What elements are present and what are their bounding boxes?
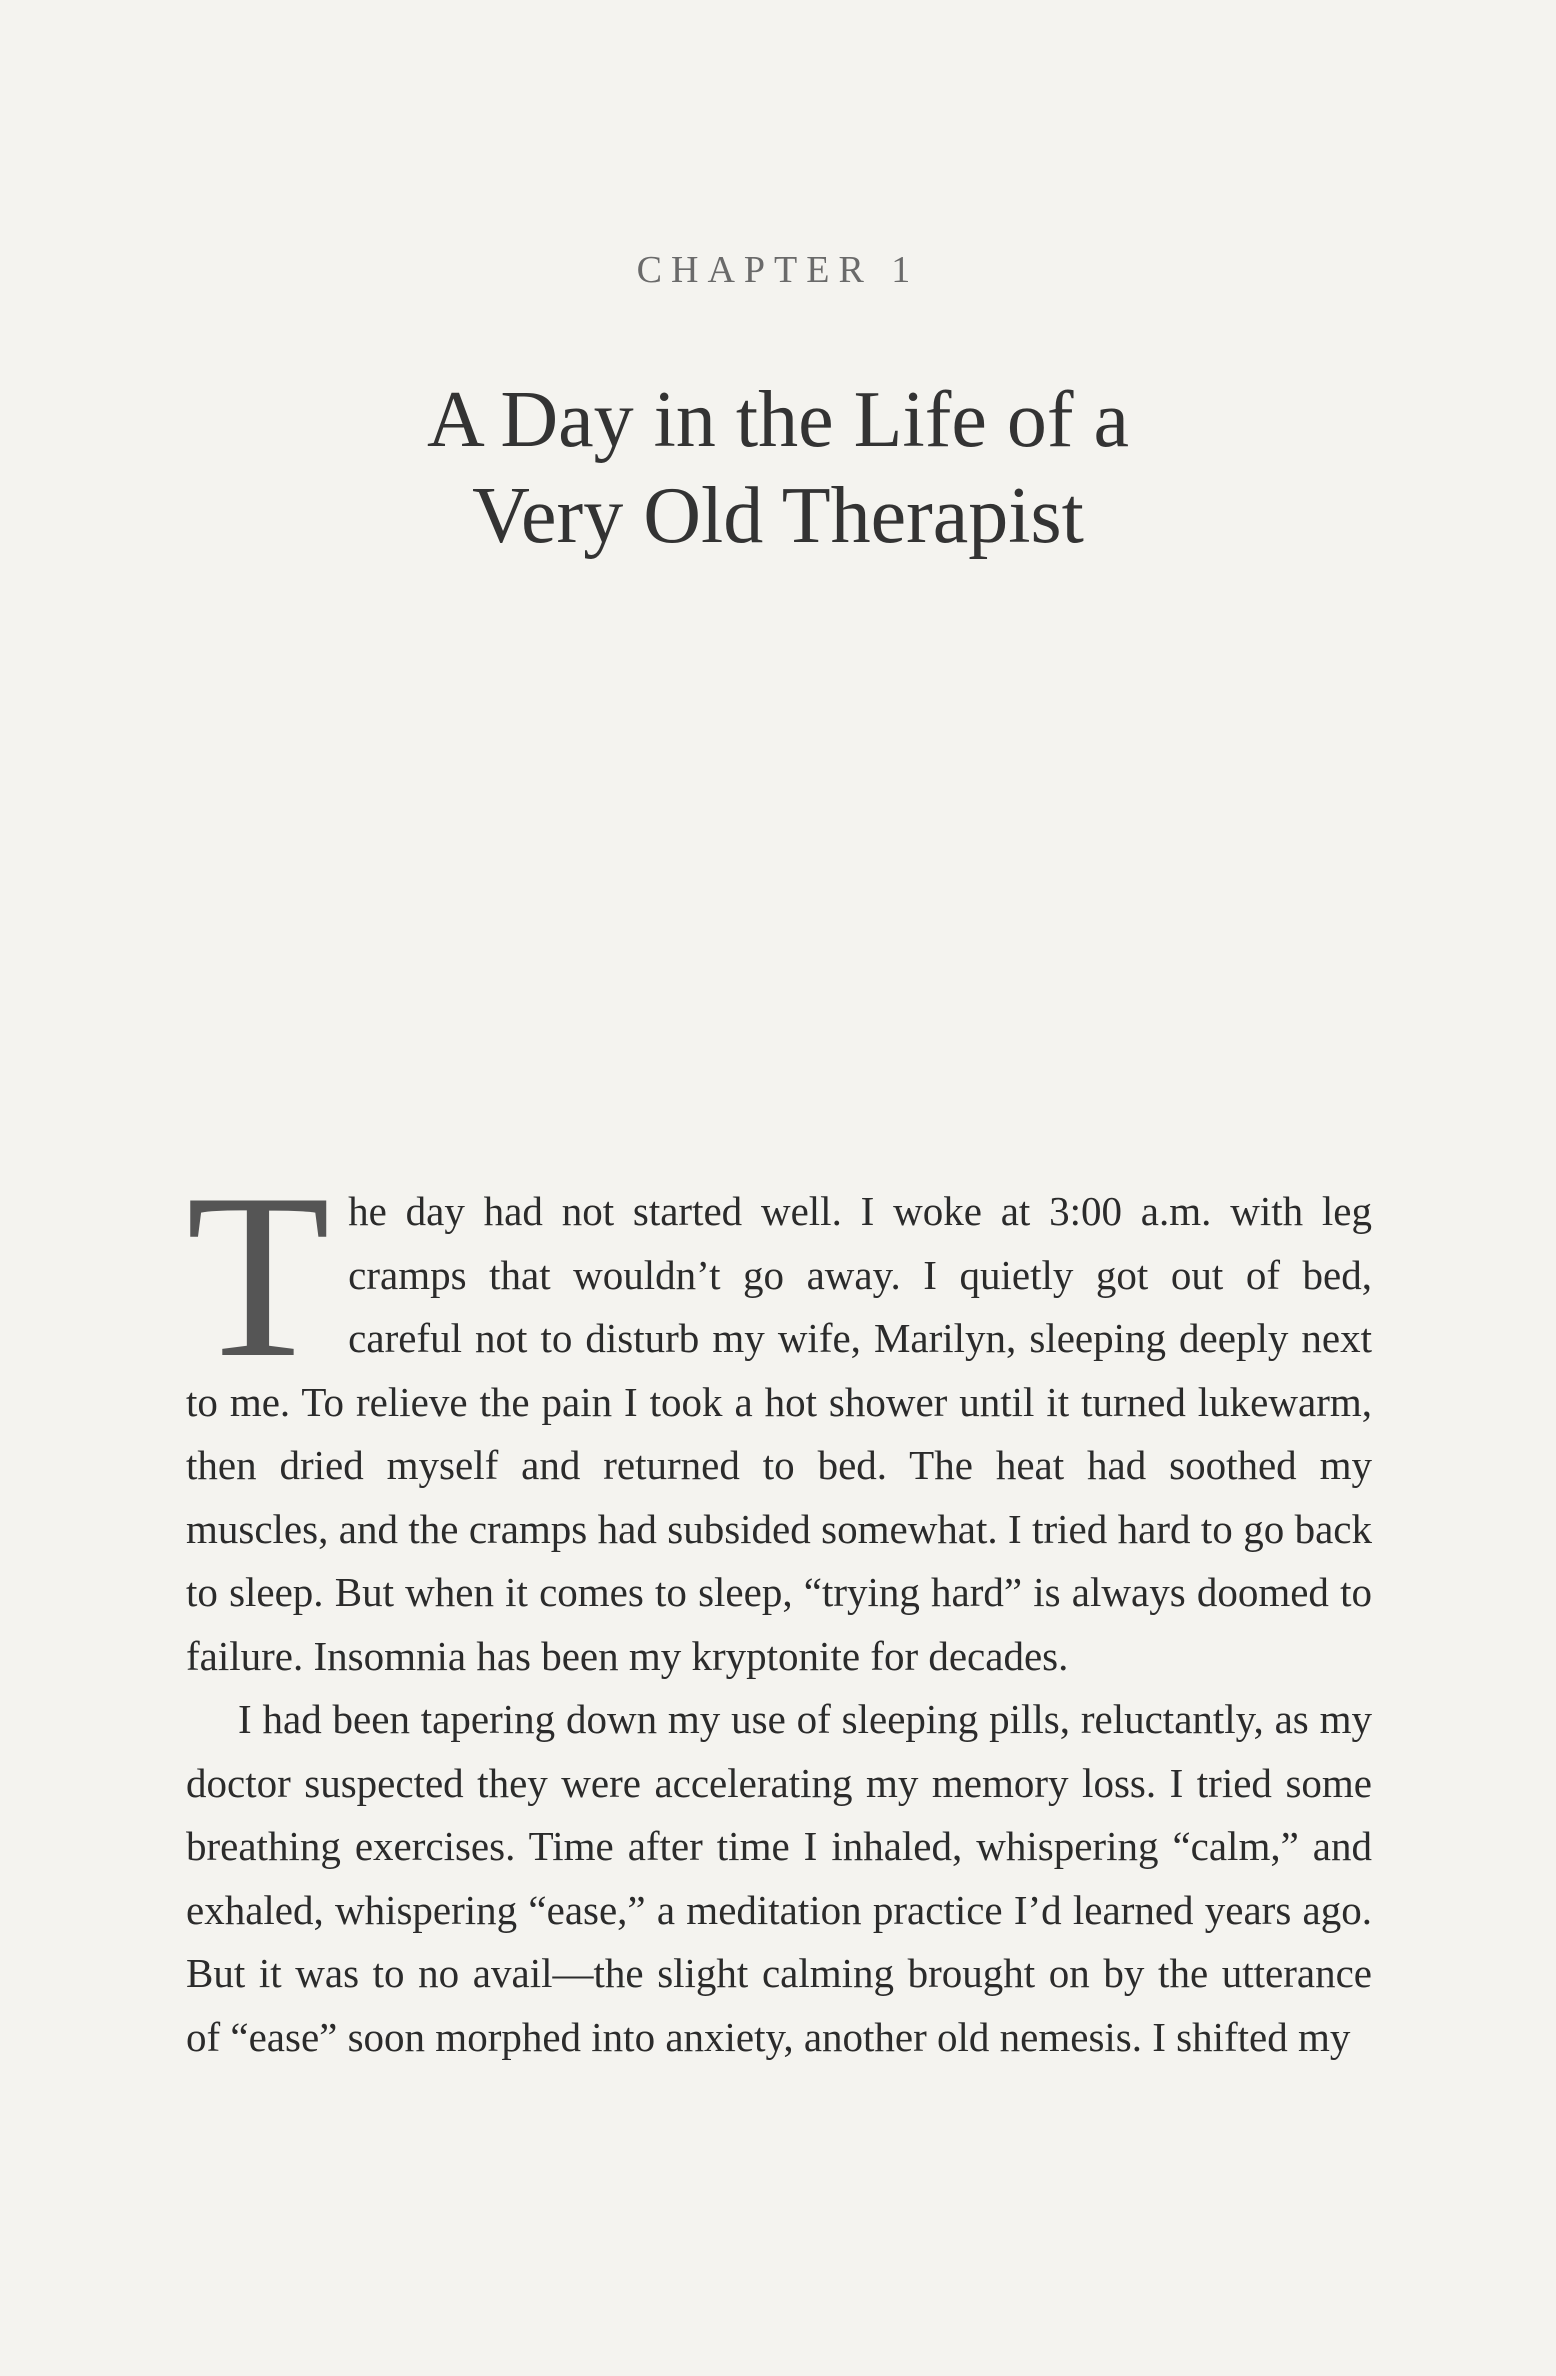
paragraph-1-text: he day had not started well. I woke at 3:00 a.m. with leg cramps that wouldn’t go away. I quietly got out of bed, careful not to disturb my wife, Marilyn, sleeping deeply next to me. To relieve the pain I took a hot shower until it turned lukewarm, then dried myself and returned to bed. The heat had soothed my muscles, and the cramps had subsided somewhat. I tried hard to go back to sleep. But when it comes to sleep, “trying hard” is always doomed to failure. Insomnia has been my kryptonite for decades. — [186, 1188, 1372, 1679]
chapter-label: CHAPTER 1 — [636, 249, 920, 291]
chapter-title-line-2: Very Old Therapist — [472, 472, 1084, 560]
paragraph-2: I had been tapering down my use of sleeping pills, reluctantly, as my doctor suspected they were accelerating my memory loss. I tried some breathing exercises. Time after time I inhaled, whispering “calm,” and exhaled, whispering “ease,” a meditation practice I’d learned years ago. But it was to no avail—the slight calming brought on by the utterance of “ease” soon morphed into anxiety, another old nemesis. I shifted my — [186, 1696, 1372, 2060]
drop-cap: T — [186, 1146, 331, 1407]
body-text — [186, 1146, 1372, 2069]
paragraph-1 — [186, 1146, 1372, 1688]
chapter-title-line-1: A Day in the Life of a — [427, 376, 1129, 464]
chapter-title — [0, 372, 1556, 564]
